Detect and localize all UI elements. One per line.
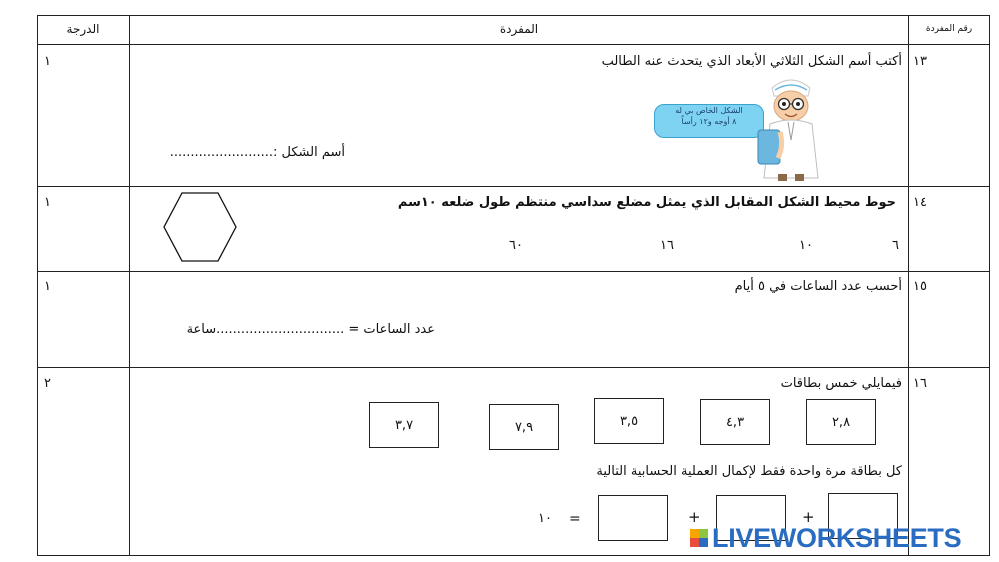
liveworksheets-label: LIVEWORKSHEETS [712,522,962,553]
header-divider [37,44,990,45]
equation-result: ١٠ [538,511,552,526]
header-item: المفردة [499,22,539,36]
hexagon-shape [162,191,238,263]
plus-sign: + [802,508,815,526]
student-illustration [748,70,834,184]
row-grade: ١ [44,54,51,69]
number-card[interactable]: ٧,٩ [489,404,559,450]
option-choice[interactable]: ١٦ [660,238,674,253]
answer-line[interactable]: أسم الشكل :......................... [169,145,345,160]
option-choice[interactable]: ١٠ [799,238,813,253]
row-grade: ١ [44,195,51,210]
answer-box[interactable] [598,495,668,541]
row-grade: ١ [44,279,51,294]
table-border-left [37,15,38,556]
answer-line[interactable]: عدد الساعات = ...............................ساعة [186,322,435,337]
speech-bubble-line: الشكل الخاص بي له [675,106,743,115]
question-text: فيمايلي خمس بطاقات [780,376,902,391]
option-choice[interactable]: ٦ [892,238,899,253]
header-grade: الدرجة [66,22,100,36]
number-card[interactable]: ٤,٣ [700,399,770,445]
row-divider [37,367,990,368]
instruction-text: كل بطاقة مرة واحدة فقط لإكمال العملية الحسابية التالية [596,464,902,479]
header-item-number: رقم المفردة [925,24,973,34]
table-border-right [989,15,990,556]
row-divider [37,271,990,272]
question-text: أكتب أسم الشكل الثلاثي الأبعاد الذي يتحدث عنه الطالب [601,54,902,69]
speech-bubble-line: ٨ أوجه و١٢ رأساً [681,117,737,126]
liveworksheets-logo-icon [690,529,708,547]
table-border-bottom [37,555,990,556]
column-divider [908,15,909,556]
plus-sign: + [688,508,701,526]
liveworksheets-watermark[interactable] [690,524,961,552]
question-text: حوط محيط الشكل المقابل الذي يمثل مضلع سداسي منتظم طول ضلعه ١٠سم [397,195,896,210]
equals-sign: = [569,511,581,527]
table-border-top [37,15,990,16]
row-number: ١٤ [913,195,927,210]
row-grade: ٢ [44,376,51,391]
number-card[interactable]: ٢,٨ [806,399,876,445]
row-number: ١٣ [913,54,927,69]
option-choice[interactable]: ٦٠ [509,238,523,253]
number-card[interactable]: ٣,٥ [594,398,664,444]
question-text: أحسب عدد الساعات في ٥ أيام [734,279,902,294]
row-number: ١٥ [913,279,927,294]
number-card[interactable]: ٣,٧ [369,402,439,448]
row-number: ١٦ [913,376,927,391]
row-divider [37,186,990,187]
column-divider [129,15,130,556]
